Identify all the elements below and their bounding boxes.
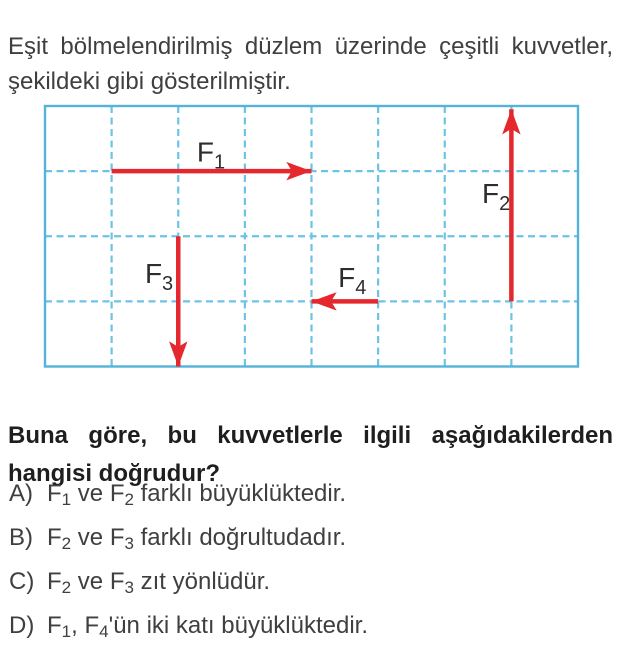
grid-lines (45, 106, 578, 367)
question-line-1: Buna göre, bu kuvvetlerle ilgili aşağıdakilerden (8, 422, 613, 449)
option-text: F2 ve F3 farklı doğrultudadır. (47, 524, 347, 554)
force-label-f2: $F_2$ (482, 178, 511, 216)
intro-line-1: Eşit bölmelendirilmiş düzlem üzerinde çeşitli kuvvetler, (8, 33, 613, 60)
force-diagram (43, 104, 581, 370)
force-label-f3: $F_3$ (144, 258, 174, 296)
force-subscript: 4 (99, 622, 109, 642)
question-line-2: hangisi doğrudur? (8, 460, 220, 487)
option-text: F1, F4'ün iki katı büyüklüktedir. (47, 612, 369, 642)
force-subscript: 2 (61, 534, 72, 554)
force-subscript: 3 (124, 578, 134, 598)
force-subscript: 1 (61, 622, 72, 642)
force-subscript: 2 (124, 490, 134, 510)
option-b (9, 525, 615, 553)
force-subscript: 2 (61, 578, 72, 598)
option-letter: A) (9, 480, 33, 507)
force-label-f4: $F_4$ (338, 262, 367, 300)
options-list (9, 481, 615, 651)
force-subscript: 3 (124, 534, 134, 554)
option-letter: C) (9, 568, 35, 595)
option-text: F1 ve F2 farklı büyüklüktedir. (47, 480, 347, 510)
option-text: F2 ve F3 zıt yönlüdür. (47, 568, 271, 598)
intro-line-2: şekildeki gibi gösterilmiştir. (8, 68, 291, 95)
option-d (9, 613, 615, 641)
force-label-f1: $F_1$ (196, 136, 226, 174)
option-letter: B) (9, 524, 33, 551)
option-a (9, 481, 615, 509)
option-c (9, 569, 615, 597)
intro-text (8, 29, 613, 99)
force-subscript: 1 (61, 490, 72, 510)
option-letter: D) (9, 612, 35, 639)
